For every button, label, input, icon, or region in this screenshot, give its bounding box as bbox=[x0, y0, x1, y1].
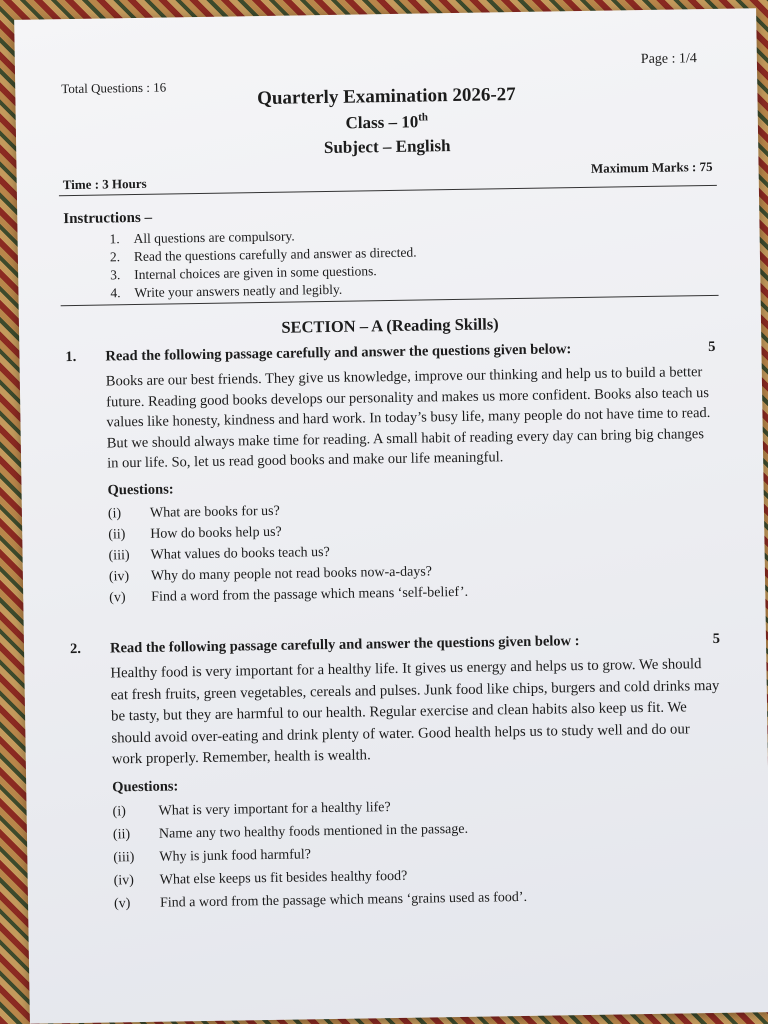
sub-question-list bbox=[112, 790, 724, 915]
sub-question-text: Why is junk food harmful? bbox=[159, 846, 312, 865]
sub-question-number: (iii) bbox=[108, 547, 130, 563]
instructions-list bbox=[109, 226, 417, 303]
instruction-number: 2. bbox=[109, 249, 121, 265]
section-a-title: SECTION – A (Reading Skills) bbox=[281, 314, 499, 337]
sub-question-number: (ii) bbox=[112, 826, 131, 842]
question-2 bbox=[70, 631, 724, 916]
question-1 bbox=[65, 339, 719, 609]
question-heading bbox=[70, 631, 720, 658]
sub-question-text: What else keeps us fit besides healthy food? bbox=[159, 868, 408, 888]
reading-passage: Healthy food is very important for a healthy life. It gives us energy and helps us to grow. We should eat fresh fruits, green vegetables, cereals and pulses. Junk food like chips, burgers and cold drinks may be tasty, but they are harmful to our health. Regular exercise and clean habits also keep us fit. We should avoid over-eating and drink plenty of water. Good health helps us to study well and do our work properly. Remember, health is wealth. bbox=[110, 656, 720, 768]
instruction-text: All questions are compulsory. bbox=[133, 228, 295, 247]
questions-label: Questions: bbox=[112, 777, 179, 795]
sub-question-number: (ii) bbox=[108, 526, 126, 542]
question-marks: 5 bbox=[712, 630, 721, 647]
sub-question-text: What values do books teach us? bbox=[150, 544, 330, 563]
sub-question-text: Find a word from the passage which means ‘self-belief’. bbox=[151, 584, 469, 605]
question-marks: 5 bbox=[708, 338, 716, 356]
sub-question-number: (iv) bbox=[113, 872, 135, 888]
question-number: 2. bbox=[69, 640, 82, 658]
class-superscript: th bbox=[418, 111, 429, 124]
class-text: Class – 10 bbox=[345, 112, 419, 133]
time-allowed: Time : 3 Hours bbox=[62, 175, 147, 193]
sub-question-list bbox=[108, 493, 720, 608]
instruction-number: 4. bbox=[110, 285, 121, 301]
question-title: Read the following passage carefully and answer the questions given below : bbox=[109, 633, 580, 657]
questions-label: Questions: bbox=[107, 480, 174, 498]
instruction-number: 3. bbox=[110, 267, 121, 283]
question-title: Read the following passage carefully and answer the questions given below: bbox=[105, 341, 572, 365]
instruction-number: 1. bbox=[109, 231, 120, 247]
maximum-marks: Maximum Marks : 75 bbox=[590, 158, 713, 176]
sub-question-number: (v) bbox=[113, 895, 131, 911]
total-questions: Total Questions : 16 bbox=[61, 79, 167, 97]
page-number: Page : 1/4 bbox=[640, 51, 697, 68]
sub-question-text: What are books for us? bbox=[149, 503, 280, 521]
instruction-text: Write your answers neatly and legibly. bbox=[134, 281, 343, 301]
sub-question-text: What is very important for a healthy life? bbox=[158, 799, 391, 819]
instruction-item bbox=[110, 280, 417, 303]
sub-question-text: Name any two healthy foods mentioned in the passage. bbox=[158, 821, 469, 842]
sub-question-number: (i) bbox=[107, 505, 122, 521]
sub-question-number: (iii) bbox=[113, 849, 135, 865]
sub-question-number: (iv) bbox=[108, 568, 130, 584]
sub-question-text: Why do many people not read books now-a-days? bbox=[150, 563, 433, 584]
exam-title: Quarterly Examination 2026-27 bbox=[256, 84, 516, 110]
instruction-text: Internal choices are given in some questions. bbox=[134, 263, 377, 283]
question-heading bbox=[65, 339, 715, 366]
exam-header bbox=[15, 80, 758, 162]
exam-paper-sheet bbox=[14, 8, 768, 1024]
reading-passage: Books are our best friends. They give us knowledge, improve our thinking and help us to build a better future. Reading good books develops our personality and makes us more confident. Books also teach us values like honesty, kindness and hard work. In today’s busy life, many people do not have time to read. But we should always make time for reading. A small habit of reading every day can bring big changes in our life. So, let us read good books and make our life meaningful. bbox=[105, 364, 711, 472]
sub-question-text: Find a word from the passage which means ‘grains used as food’. bbox=[159, 889, 528, 911]
sub-question-number: (v) bbox=[109, 589, 126, 605]
instructions-title: Instructions – bbox=[63, 209, 153, 228]
sub-question-text: How do books help us? bbox=[150, 524, 282, 542]
instruction-text: Read the questions carefully and answer as directed. bbox=[133, 244, 417, 265]
question-number: 1. bbox=[65, 348, 77, 366]
sub-question-number: (i) bbox=[112, 803, 126, 819]
subject-line: Subject – English bbox=[323, 135, 451, 157]
header-divider bbox=[59, 185, 717, 196]
